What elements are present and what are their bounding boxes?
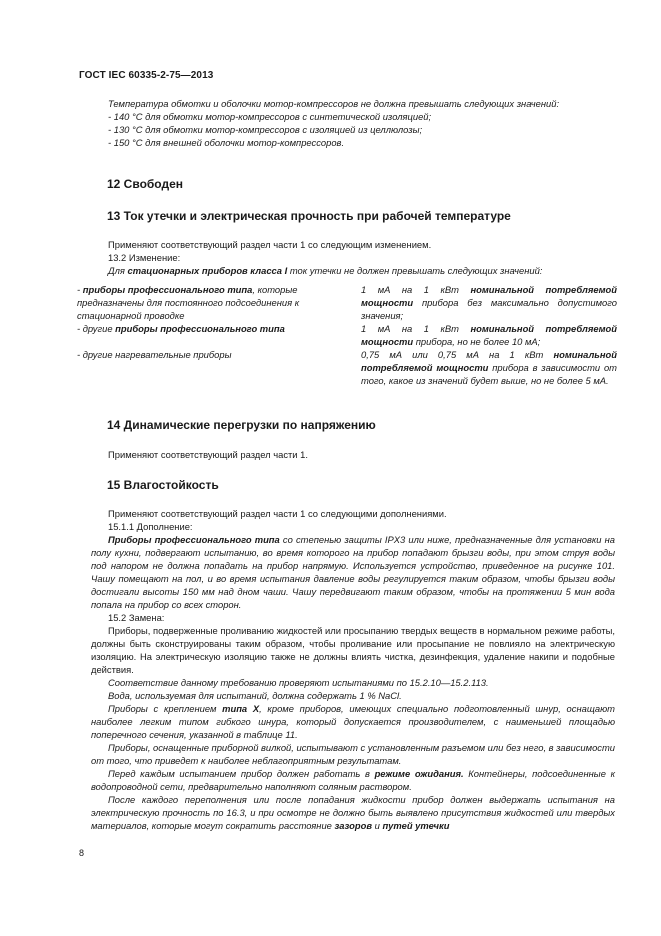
leakage-current-table [77,283,617,387]
section-13-heading: 13 Ток утечки и электрическая прочность при рабочей температуре [107,209,511,223]
table-row [77,322,617,348]
section-13-p2: 13.2 Изменение: [108,252,181,263]
section-15-p7: Вода, используемая для испытаний, должна содержать 1 % NaCl. [108,690,402,701]
table-cell-right: 0,75 мА или 0,75 мА на 1 кВт номинальной потребляемой мощности прибора в зависимости от того, какое из значений будет выше, но не более 5 мА. [361,349,617,386]
intro-item: - 150 °С для внешней оболочки мотор-компрессоров. [108,137,345,148]
section-13-body [91,238,615,277]
section-12-heading: 12 Свободен [107,177,184,191]
section-14-p1: Применяют соответствующий раздел части 1. [108,449,308,460]
table-cell-left: - приборы профессионального типа, которые предназначены для постоянного подсоединения к стационарной проводке [77,284,300,321]
intro-lead: Температура обмотки и оболочки мотор-компрессоров не должна превышать следующих значений: [108,98,560,109]
section-15-p8: Приборы с креплением типа X, кроме приборов, имеющих специально подготовленный шнур, оснащают наиболее легким типом гибкого шнура, который допускается производителем, с наименьшей площадью поперечного сечения, указанной в таблице 11. [91,703,615,740]
term-stationary-class-i: стационарных приборов класса I [127,265,288,276]
section-15-body [91,507,615,832]
section-15-p9: Приборы, оснащенные приборной вилкой, испытывают с установленным разъемом или без него, в зависимости от того, что приведет к наиболее неблагоприятным результатам. [91,742,615,766]
running-header: ГОСТ IEC 60335-2-75—2013 [79,70,214,81]
section-15-heading: 15 Влагостойкость [107,478,219,492]
table-cell-left: - другие приборы профессионального типа [77,323,285,334]
section-13-p3: Для стационарных приборов класса I ток утечки не должен превышать следующих значений: [108,265,543,276]
section-15-p1: Применяют соответствующий раздел части 1 со следующими дополнениями. [108,508,447,519]
page-number: 8 [79,848,85,858]
table-cell-left: - другие нагревательные приборы [77,349,232,360]
section-15-p3: Приборы профессионального типа со степенью защиты IPX3 или ниже, предназначенные для установки на полу кухни, подвергают испытанию, во время которого на прибор попадают брызги воды, при этом струя воды под напором не должна попадать на прибор напрямую. Используется устройство, приведенное на рисунке 101. Чашу помещают на пол, и во время испытания давление воды регулируется таким образом, чтобы брызги воды достигали высоты 150 мм над дном чаши. Чашу передвигают таким образом, чтобы на протяжении 5 мин вода попала на прибор со всех сторон. [91,534,616,610]
intro-item: - 140 °С для обмотки мотор-компрессоров с синтетической изоляцией; [108,111,432,122]
section-14-body [91,448,615,461]
intro-block [91,97,615,149]
intro-item: - 130 °С для обмотки мотор-компрессоров с изоляцией из целлюлозы; [108,124,423,135]
section-15-p2: 15.1.1 Дополнение: [108,521,193,532]
section-15-p5: Приборы, подверженные проливанию жидкостей или просыпанию твердых веществ в нормальном режиме работы, должны быть сконструированы таким образом, чтобы проливание или просыпание не повлияло на электрическую изоляцию. На электрическую изоляцию также не должны влиять чистка, дезинфекция, удаление накипи и подобные действия. [91,625,615,675]
section-15-p6: Соответствие данному требованию проверяют испытаниями по 15.2.10—15.2.113. [108,677,489,688]
table-cell-right: 1 мА на 1 кВт номинальной потребляемой мощности прибора без максимально допустимого значения; [361,284,618,321]
section-14-heading: 14 Динамические перегрузки по напряжению [107,418,376,432]
section-13-p1: Применяют соответствующий раздел части 1 со следующим изменением. [108,239,432,250]
table-row [77,348,617,387]
section-15-p10: Перед каждым испытанием прибор должен работать в режиме ожидания. Контейнеры, подсоединенные к водопроводной сети, предварительно наполняют соляным раствором. [91,768,615,792]
section-15-p11: После каждого переполнения или после попадания жидкости прибор должен выдержать испытания на электрическую прочность по 16.3, и при осмотре не должно быть выявлено присутствия жидкостей или твердых материалов, которые могут сократить расстояние зазоров и путей утечки [91,794,615,831]
section-15-p4: 15.2 Замена: [108,612,165,623]
table-cell-right: 1 мА на 1 кВт номинальной потребляемой мощности прибора, но не более 10 мА; [361,323,618,347]
table-row [77,283,617,322]
